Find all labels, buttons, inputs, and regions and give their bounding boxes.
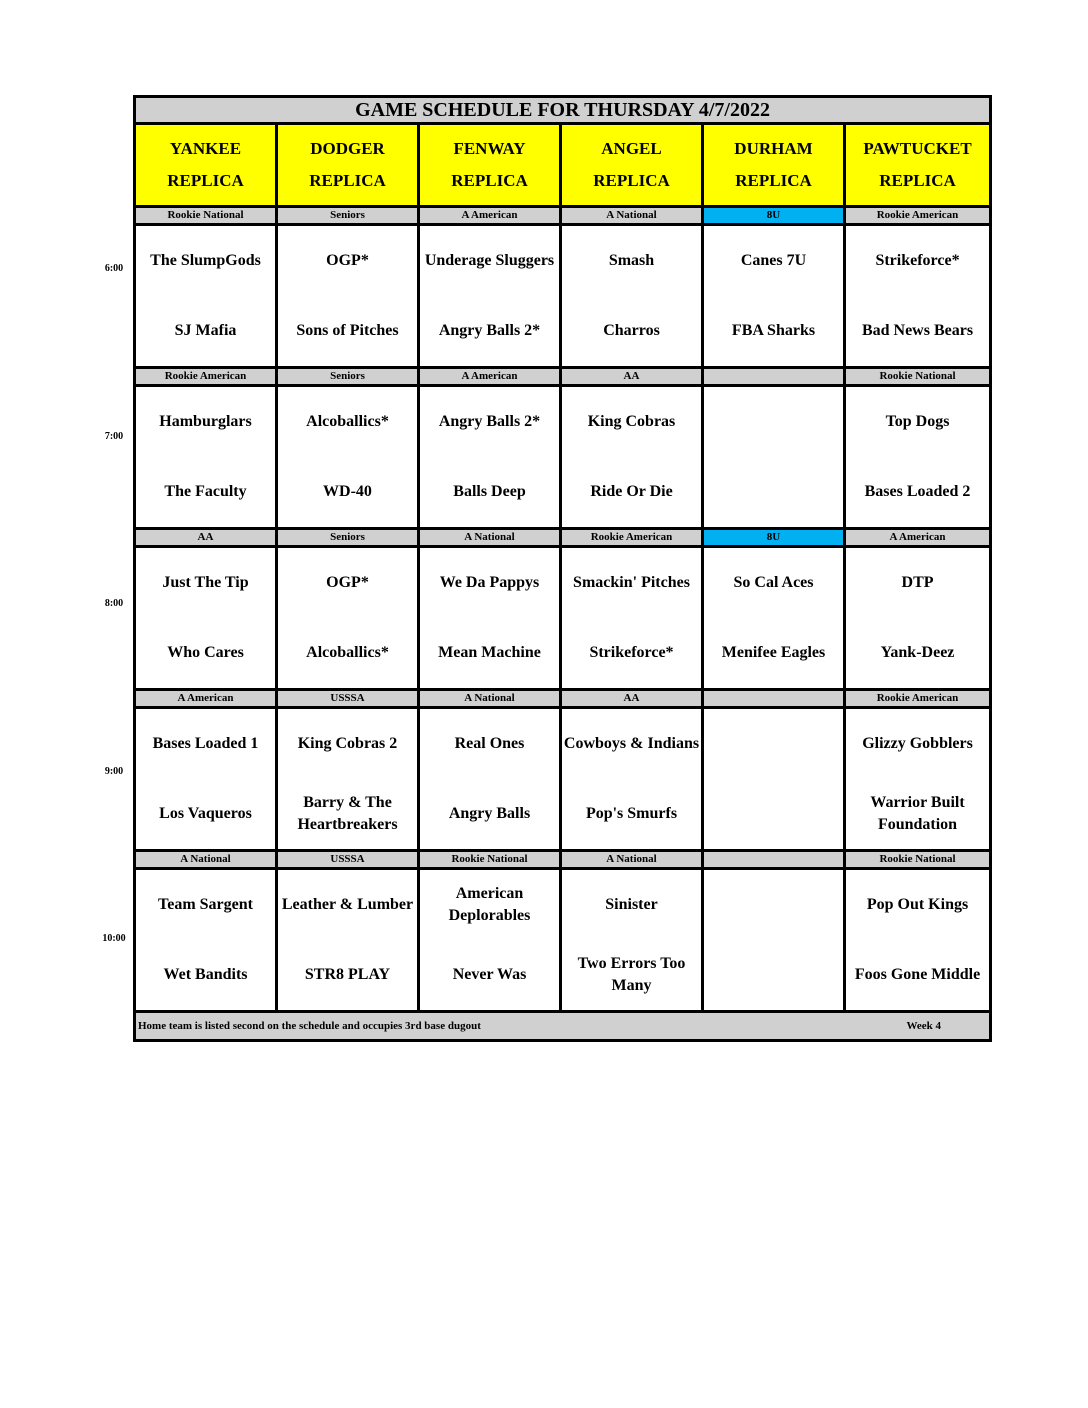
- away-team: Angry Balls 2*: [419, 386, 561, 458]
- away-team: [703, 869, 845, 941]
- away-team: Glizzy Gobblers: [845, 708, 991, 780]
- division-label: Rookie American: [135, 368, 277, 386]
- division-label: Rookie National: [845, 851, 991, 869]
- division-label: A American: [135, 690, 277, 708]
- division-label: A National: [419, 529, 561, 547]
- title-row: [135, 97, 991, 124]
- home-team: Mean Machine: [419, 618, 561, 690]
- away-team: King Cobras 2: [277, 708, 419, 780]
- home-team: Yank-Deez: [845, 618, 991, 690]
- home-team: Charros: [561, 296, 703, 368]
- away-team-row: [135, 708, 991, 780]
- division-row: [135, 207, 991, 225]
- field-header: DURHAM REPLICA: [703, 124, 845, 207]
- home-team: Menifee Eagles: [703, 618, 845, 690]
- division-row: [135, 368, 991, 386]
- home-team: Foos Gone Middle: [845, 940, 991, 1012]
- away-team-row: [135, 547, 991, 619]
- away-team: Smackin' Pitches: [561, 547, 703, 619]
- home-team: Bases Loaded 2: [845, 457, 991, 529]
- time-label: 8:00: [104, 598, 124, 609]
- home-team: SJ Mafia: [135, 296, 277, 368]
- home-team-row: [135, 296, 991, 368]
- away-team: Real Ones: [419, 708, 561, 780]
- division-row: [135, 851, 991, 869]
- away-team: Strikeforce*: [845, 225, 991, 297]
- home-team-row: [135, 457, 991, 529]
- away-team: Canes 7U: [703, 225, 845, 297]
- away-team: Hamburglars: [135, 386, 277, 458]
- home-team-row: [135, 940, 991, 1012]
- away-team: We Da Pappys: [419, 547, 561, 619]
- time-label: 10:00: [102, 933, 126, 944]
- division-label: A National: [419, 690, 561, 708]
- home-team: STR8 PLAY: [277, 940, 419, 1012]
- division-label: USSSA: [277, 690, 419, 708]
- division-label: A American: [845, 529, 991, 547]
- away-team: American Deplorables: [419, 869, 561, 941]
- footer: [135, 1012, 991, 1041]
- home-team: The Faculty: [135, 457, 277, 529]
- division-label: Seniors: [277, 368, 419, 386]
- division-label: Rookie National: [135, 207, 277, 225]
- division-label: A National: [561, 851, 703, 869]
- home-team: Barry & The Heartbreakers: [277, 779, 419, 851]
- home-team: Two Errors Too Many: [561, 940, 703, 1012]
- division-label: [703, 690, 845, 708]
- week-label: Week 4: [906, 1020, 942, 1032]
- field-header: YANKEE REPLICA: [135, 124, 277, 207]
- division-label: Rookie National: [419, 851, 561, 869]
- division-label: 8U: [703, 529, 845, 547]
- home-team: Strikeforce*: [561, 618, 703, 690]
- away-team: [703, 386, 845, 458]
- away-team: Just The Tip: [135, 547, 277, 619]
- home-team: Balls Deep: [419, 457, 561, 529]
- home-team-row: [135, 618, 991, 690]
- schedule-table: [133, 95, 992, 1042]
- division-row: [135, 690, 991, 708]
- home-team: Los Vaqueros: [135, 779, 277, 851]
- home-team: Never Was: [419, 940, 561, 1012]
- division-label: Seniors: [277, 529, 419, 547]
- footer-row: [135, 1012, 991, 1041]
- division-label: [703, 851, 845, 869]
- away-team: Underage Sluggers: [419, 225, 561, 297]
- home-team-row: [135, 779, 991, 851]
- away-team-row: [135, 386, 991, 458]
- field-header: DODGER REPLICA: [277, 124, 419, 207]
- away-team: Cowboys & Indians: [561, 708, 703, 780]
- home-team: Ride Or Die: [561, 457, 703, 529]
- field-header-row: [135, 124, 991, 207]
- away-team: Leather & Lumber: [277, 869, 419, 941]
- away-team: OGP*: [277, 225, 419, 297]
- division-label: AA: [135, 529, 277, 547]
- away-team: Smash: [561, 225, 703, 297]
- home-team: Sons of Pitches: [277, 296, 419, 368]
- home-team: Alcoballics*: [277, 618, 419, 690]
- home-team: Who Cares: [135, 618, 277, 690]
- time-label: 6:00: [104, 263, 124, 274]
- away-team-row: [135, 869, 991, 941]
- away-team: Bases Loaded 1: [135, 708, 277, 780]
- division-label: A National: [135, 851, 277, 869]
- division-label: AA: [561, 368, 703, 386]
- division-label: Rookie American: [561, 529, 703, 547]
- home-team: Warrior Built Foundation: [845, 779, 991, 851]
- division-label: Rookie National: [845, 368, 991, 386]
- division-label: AA: [561, 690, 703, 708]
- away-team: Top Dogs: [845, 386, 991, 458]
- home-team: [703, 779, 845, 851]
- field-header: FENWAY REPLICA: [419, 124, 561, 207]
- division-label: A American: [419, 368, 561, 386]
- home-team: WD-40: [277, 457, 419, 529]
- footer-note: Home team is listed second on the schedule and occupies 3rd base dugout: [138, 1020, 481, 1032]
- home-team: Angry Balls 2*: [419, 296, 561, 368]
- division-label: A American: [419, 207, 561, 225]
- away-team: OGP*: [277, 547, 419, 619]
- away-team: Alcoballics*: [277, 386, 419, 458]
- home-team: FBA Sharks: [703, 296, 845, 368]
- time-label: 7:00: [104, 431, 124, 442]
- away-team: King Cobras: [561, 386, 703, 458]
- division-label: Rookie American: [845, 207, 991, 225]
- away-team: Sinister: [561, 869, 703, 941]
- away-team: DTP: [845, 547, 991, 619]
- home-team: Angry Balls: [419, 779, 561, 851]
- home-team: Bad News Bears: [845, 296, 991, 368]
- home-team: [703, 457, 845, 529]
- time-label: 9:00: [104, 766, 124, 777]
- division-label: 8U: [703, 207, 845, 225]
- division-label: A National: [561, 207, 703, 225]
- away-team: The SlumpGods: [135, 225, 277, 297]
- field-header: PAWTUCKET REPLICA: [845, 124, 991, 207]
- away-team: Team Sargent: [135, 869, 277, 941]
- division-row: [135, 529, 991, 547]
- away-team: So Cal Aces: [703, 547, 845, 619]
- home-team: Wet Bandits: [135, 940, 277, 1012]
- away-team: [703, 708, 845, 780]
- away-team-row: [135, 225, 991, 297]
- division-label: Seniors: [277, 207, 419, 225]
- home-team: Pop's Smurfs: [561, 779, 703, 851]
- schedule-title: GAME SCHEDULE FOR THURSDAY 4/7/2022: [135, 97, 991, 124]
- division-label: Rookie American: [845, 690, 991, 708]
- home-team: [703, 940, 845, 1012]
- away-team: Pop Out Kings: [845, 869, 991, 941]
- division-label: [703, 368, 845, 386]
- field-header: ANGEL REPLICA: [561, 124, 703, 207]
- division-label: USSSA: [277, 851, 419, 869]
